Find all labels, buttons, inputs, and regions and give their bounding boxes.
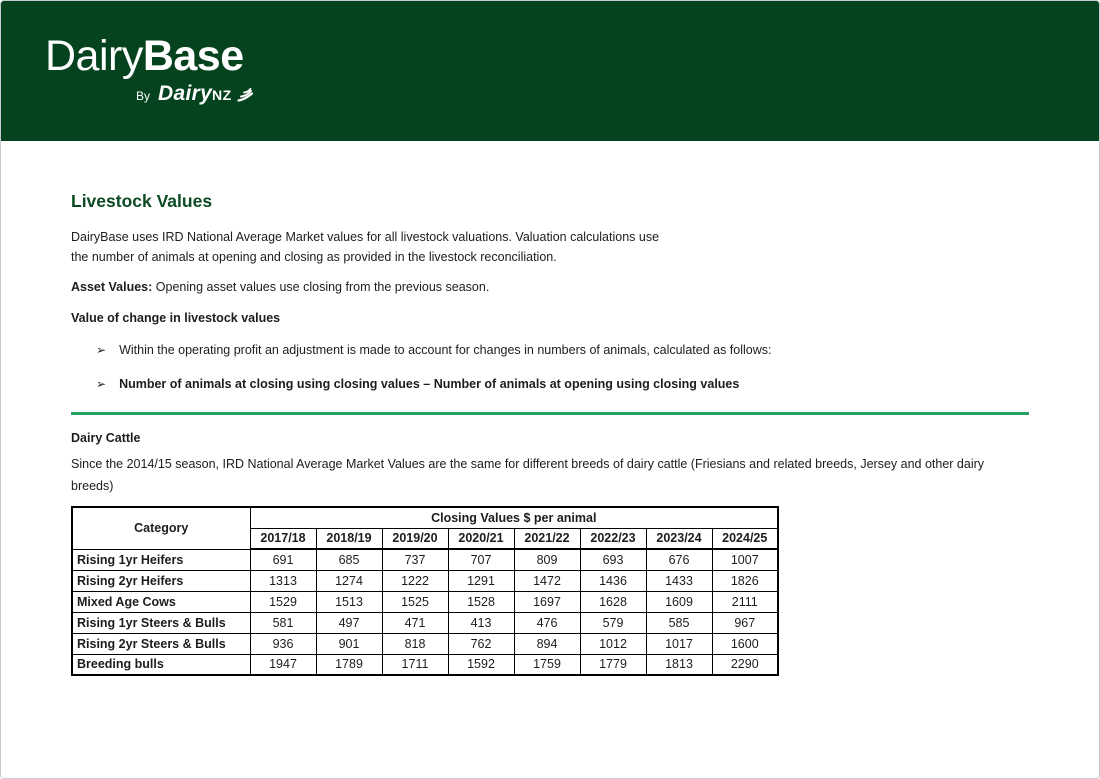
year-header-cell: 2024/25 <box>712 528 778 549</box>
value-cell: 707 <box>448 549 514 570</box>
dairy-cattle-heading: Dairy Cattle <box>71 431 141 445</box>
section-divider <box>71 412 1029 415</box>
arrow-bullet-icon: ➢ <box>96 377 107 391</box>
value-cell: 691 <box>250 549 316 570</box>
year-header-cell: 2020/21 <box>448 528 514 549</box>
year-header-cell: 2022/23 <box>580 528 646 549</box>
value-cell: 676 <box>646 549 712 570</box>
table-row <box>72 612 778 633</box>
value-cell: 685 <box>316 549 382 570</box>
value-cell: 901 <box>316 633 382 654</box>
table-row <box>72 654 778 675</box>
table-row <box>72 591 778 612</box>
asset-values-text: Opening asset values use closing from the previous season. <box>155 280 490 294</box>
value-cell: 1813 <box>646 654 712 675</box>
value-cell: 818 <box>382 633 448 654</box>
value-cell: 1313 <box>250 570 316 591</box>
value-cell: 1759 <box>514 654 580 675</box>
table-header-row-1 <box>72 507 778 528</box>
year-header-cell: 2021/22 <box>514 528 580 549</box>
page-title: Livestock Values <box>71 191 213 211</box>
value-cell: 1472 <box>514 570 580 591</box>
logo-wordmark <box>45 34 1099 79</box>
category-cell: Mixed Age Cows <box>72 591 250 612</box>
category-cell: Rising 2yr Steers & Bulls <box>72 633 250 654</box>
year-header-cell: 2023/24 <box>646 528 712 549</box>
value-cell: 1529 <box>250 591 316 612</box>
value-cell: 762 <box>448 633 514 654</box>
value-cell: 1600 <box>712 633 778 654</box>
value-cell: 1007 <box>712 549 778 570</box>
value-cell: 471 <box>382 612 448 633</box>
value-cell: 413 <box>448 612 514 633</box>
logo-word-base: Base <box>142 32 244 80</box>
value-cell: 936 <box>250 633 316 654</box>
value-cell: 476 <box>514 612 580 633</box>
value-cell: 1711 <box>382 654 448 675</box>
table-header-group: Closing Values $ per animal <box>250 507 778 528</box>
value-cell: 737 <box>382 549 448 570</box>
value-cell: 1513 <box>316 591 382 612</box>
value-cell: 1592 <box>448 654 514 675</box>
table-body <box>72 549 778 675</box>
livestock-values-table <box>71 506 779 676</box>
bullet-text-1: Within the operating profit an adjustment is made to account for changes in numbers of animals, calculated as follows: <box>119 343 772 357</box>
logo-by-label: By <box>136 89 151 104</box>
intro-line-2: the number of animals at opening and closing as provided in the livestock reconciliation. <box>71 250 557 264</box>
category-cell: Rising 1yr Heifers <box>72 549 250 570</box>
dairy-cattle-desc-line-2: breeds) <box>71 479 114 493</box>
table-header <box>72 507 778 549</box>
category-cell: Rising 2yr Heifers <box>72 570 250 591</box>
dairy-cattle-desc-line-1: Since the 2014/15 season, IRD National Average Market Values are the same for different breeds of dairy cattle (Friesians and related breeds, Jersey and other dairy <box>71 457 985 471</box>
value-cell: 579 <box>580 612 646 633</box>
dairybase-logo <box>1 1 1099 106</box>
value-cell: 967 <box>712 612 778 633</box>
value-cell: 1947 <box>250 654 316 675</box>
value-cell: 1697 <box>514 591 580 612</box>
year-header-cell: 2019/20 <box>382 528 448 549</box>
value-cell: 693 <box>580 549 646 570</box>
value-cell: 1274 <box>316 570 382 591</box>
dairy-cattle-description <box>71 453 1029 497</box>
table-header-category: Category <box>72 507 250 549</box>
header-banner <box>1 1 1099 141</box>
asset-values-label: Asset Values: <box>71 280 153 294</box>
value-cell: 2290 <box>712 654 778 675</box>
value-cell: 1222 <box>382 570 448 591</box>
value-cell: 1609 <box>646 591 712 612</box>
category-cell: Rising 1yr Steers & Bulls <box>72 612 250 633</box>
value-cell: 1826 <box>712 570 778 591</box>
value-cell: 581 <box>250 612 316 633</box>
value-cell: 1436 <box>580 570 646 591</box>
category-cell: Breeding bulls <box>72 654 250 675</box>
table-row <box>72 549 778 570</box>
value-cell: 1012 <box>580 633 646 654</box>
intro-paragraph <box>71 227 1029 267</box>
logo-byline <box>45 82 1099 106</box>
logo-word-dairy: Dairy <box>45 32 143 80</box>
value-cell: 2111 <box>712 591 778 612</box>
asset-values-line <box>71 277 1029 297</box>
value-cell: 1628 <box>580 591 646 612</box>
document-body <box>1 191 1099 676</box>
year-header-cell: 2017/18 <box>250 528 316 549</box>
value-cell: 585 <box>646 612 712 633</box>
value-cell: 1017 <box>646 633 712 654</box>
dairynz-brand: DairyNZ <box>158 82 232 106</box>
value-cell: 497 <box>316 612 382 633</box>
value-cell: 1789 <box>316 654 382 675</box>
bullet-item-2 <box>96 375 1029 393</box>
table-row <box>72 570 778 591</box>
intro-line-1: DairyBase uses IRD National Average Market values for all livestock valuations. Valuation calculations use <box>71 230 660 244</box>
fern-icon <box>237 87 254 107</box>
arrow-bullet-icon: ➢ <box>96 343 107 357</box>
value-cell: 1525 <box>382 591 448 612</box>
value-cell: 894 <box>514 633 580 654</box>
value-cell: 809 <box>514 549 580 570</box>
bullet-text-2: Number of animals at closing using closing values – Number of animals at opening using closing values <box>119 377 740 391</box>
value-cell: 1433 <box>646 570 712 591</box>
table-row <box>72 633 778 654</box>
year-header-cell: 2018/19 <box>316 528 382 549</box>
value-cell: 1528 <box>448 591 514 612</box>
value-change-heading: Value of change in livestock values <box>71 311 281 325</box>
bullet-item-1 <box>96 341 1029 359</box>
value-cell: 1779 <box>580 654 646 675</box>
value-cell: 1291 <box>448 570 514 591</box>
